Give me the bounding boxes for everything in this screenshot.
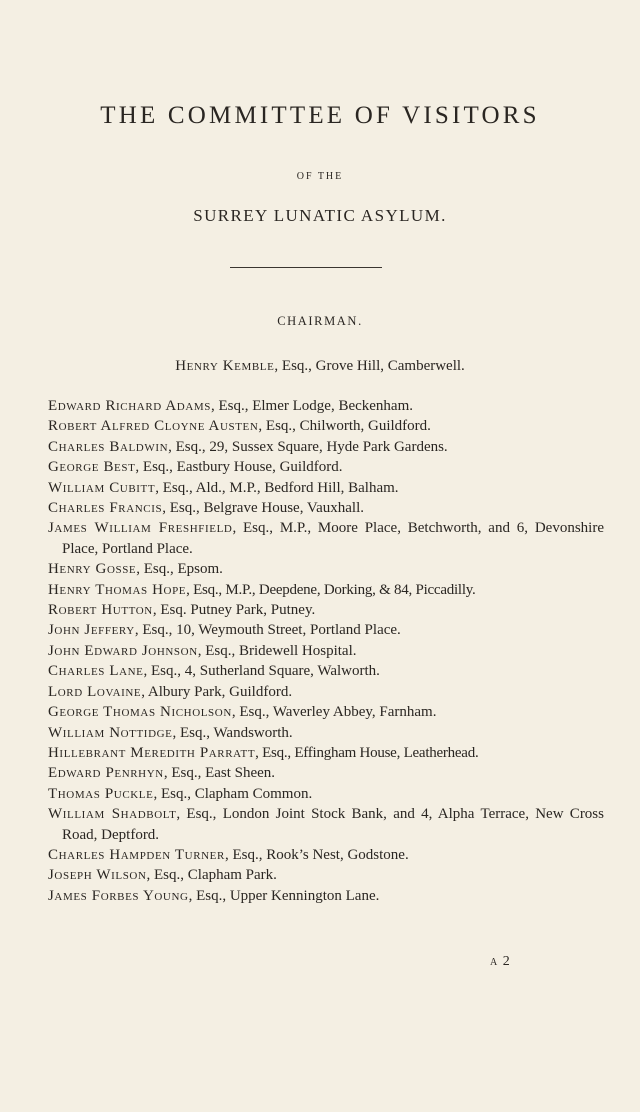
- member-details: , Esq., 10, Weymouth Street, Portland Place.: [134, 622, 401, 639]
- member-entry: [48, 743, 604, 763]
- member-entry: [48, 804, 604, 845]
- member-entry: [48, 682, 604, 702]
- member-details: , Esq., Elmer Lodge, Beckenham.: [210, 398, 413, 414]
- member-entry: [48, 784, 604, 804]
- member-entry: [48, 845, 604, 865]
- member-details: , Esq., Upper Kennington Lane.: [188, 887, 380, 904]
- member-details: , Albury Park, Guildford.: [141, 683, 293, 700]
- member-entry: [48, 620, 604, 640]
- member-entry: [48, 518, 604, 559]
- chairman-entry: [0, 356, 640, 376]
- member-details: , Esq., Clapham Park.: [146, 867, 277, 884]
- member-name: John Jeffery: [48, 622, 135, 639]
- member-entry: [48, 478, 604, 498]
- member-details: , Esq., M.P., Deepdene, Dorking, & 84, Piccadilly.: [186, 581, 476, 598]
- member-entry: [48, 457, 604, 477]
- member-entry: [48, 559, 604, 579]
- member-name: Charles Baldwin: [48, 438, 169, 455]
- member-name: Charles Hampden Turner: [48, 846, 225, 863]
- institution-name: SURREY LUNATIC ASYLUM.: [193, 206, 447, 225]
- member-details: , Esq., Bridewell Hospital.: [197, 642, 357, 659]
- member-list: [48, 396, 604, 906]
- member-entry: [48, 580, 604, 600]
- member-details: , Esq., Rook’s Nest, Godstone.: [224, 846, 409, 863]
- member-details: , Esq., Clapham Common.: [153, 785, 313, 802]
- page-title: THE COMMITTEE OF VISITORS: [100, 102, 540, 129]
- member-details: , Esq., Epsom.: [136, 561, 223, 578]
- member-details: , Esq., Waverley Abbey, Farnham.: [231, 704, 437, 721]
- member-details: , Esq., Wandsworth.: [172, 724, 293, 741]
- member-details: , Esq., Ald., M.P., Bedford Hill, Balham.: [155, 479, 399, 496]
- member-name: Charles Francis: [48, 500, 163, 517]
- member-name: George Best: [48, 459, 136, 476]
- chairman-heading: CHAIRMAN.: [277, 314, 363, 328]
- member-entry: [48, 886, 604, 906]
- member-details: , Esq., Chilworth, Guildford.: [258, 418, 431, 435]
- subtitle-of-the: OF THE: [296, 171, 344, 182]
- member-details: , Esq., Effingham House, Leatherhead.: [255, 744, 479, 761]
- member-details: , Esq., 4, Sutherland Square, Walworth.: [143, 663, 380, 680]
- member-name: William Cubitt: [48, 479, 156, 496]
- member-name: William Shadbolt: [48, 806, 177, 823]
- member-entry: [48, 416, 604, 436]
- member-name: Henry Gosse: [48, 561, 137, 578]
- member-name: George Thomas Nicholson: [48, 704, 232, 721]
- member-entry: [48, 437, 604, 457]
- member-name: James Forbes Young: [48, 887, 189, 904]
- member-entry: [48, 763, 604, 783]
- member-details: , Esq. Putney Park, Putney.: [152, 602, 316, 619]
- member-name: Edward Penrhyn: [48, 765, 164, 782]
- member-name: Edward Richard Adams: [48, 398, 211, 414]
- member-details: , Esq., East Sheen.: [163, 765, 276, 782]
- member-details: , Esq., London Joint Stock Bank, and 4, Alpha Terrace, New Cross Road, Deptford.: [62, 806, 604, 843]
- member-entry: [48, 723, 604, 743]
- divider-rule: [230, 267, 382, 268]
- member-name: Henry Thomas Hope: [48, 581, 187, 598]
- signature-mark: [490, 953, 511, 971]
- member-entry: [48, 702, 604, 722]
- member-name: Joseph Wilson: [48, 867, 147, 884]
- chairman-details: , Esq., Grove Hill, Camberwell.: [274, 358, 465, 374]
- signature-number: 2: [498, 954, 511, 969]
- chairman-name: Henry Kemble: [175, 358, 275, 374]
- member-entry: [48, 396, 604, 416]
- member-name: Robert Hutton: [48, 602, 153, 619]
- member-entry: [48, 865, 604, 885]
- member-entry: [48, 600, 604, 620]
- member-name: Lord Lovaine: [48, 683, 142, 700]
- member-name: John Edward Johnson: [48, 642, 198, 659]
- signature-letter: a: [490, 954, 499, 969]
- member-details: , Esq., Eastbury House, Guildford.: [135, 459, 343, 476]
- member-entry: [48, 498, 604, 518]
- member-name: William Nottidge: [48, 724, 173, 741]
- member-name: Robert Alfred Cloyne Austen: [48, 418, 259, 435]
- member-entry: [48, 641, 604, 661]
- member-entry: [48, 661, 604, 681]
- member-name: Thomas Puckle: [48, 785, 154, 802]
- member-details: , Esq., 29, Sussex Square, Hyde Park Gardens.: [168, 438, 448, 455]
- member-details: , Esq., M.P., Moore Place, Betchworth, and 6, Devonshire Place, Portland Place.: [62, 520, 604, 557]
- member-name: James William Freshfield: [48, 520, 233, 537]
- member-details: , Esq., Belgrave House, Vauxhall.: [162, 500, 365, 517]
- member-name: Hillebrant Meredith Parratt: [48, 744, 256, 761]
- member-name: Charles Lane: [48, 663, 144, 680]
